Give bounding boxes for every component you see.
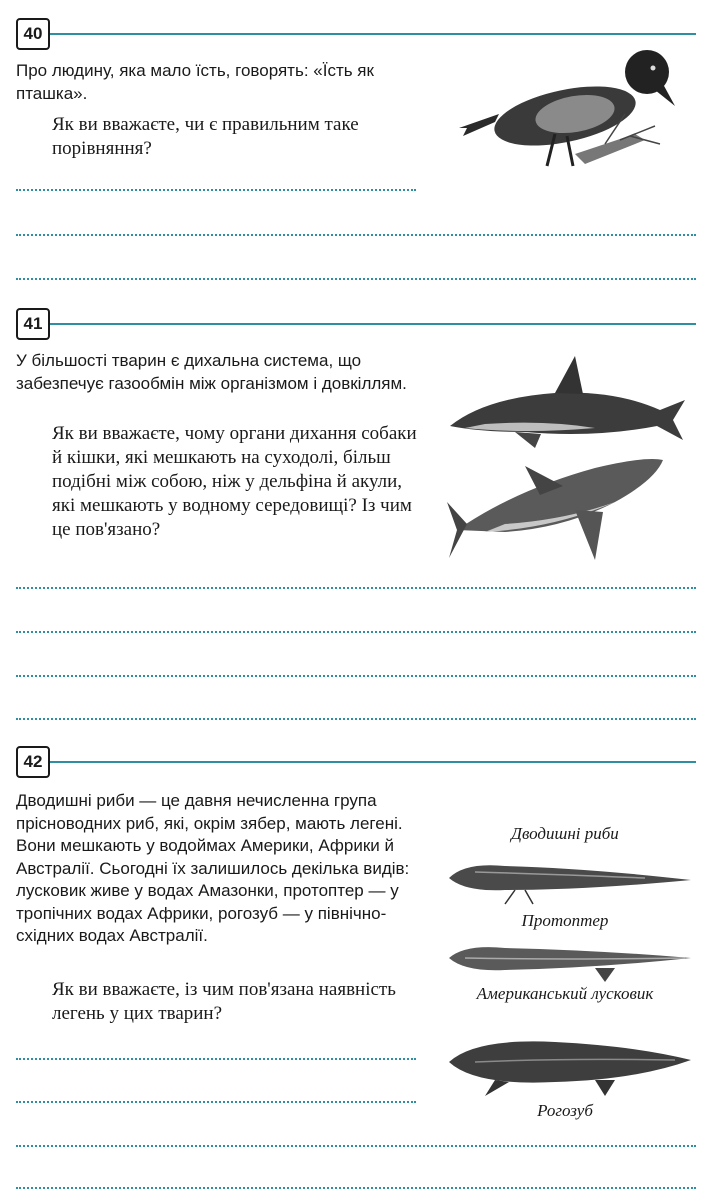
task-number: 41: [16, 308, 50, 340]
answer-line[interactable]: [16, 631, 696, 633]
caption-group: Дводишні риби: [511, 824, 619, 843]
answer-line[interactable]: [16, 234, 696, 236]
task-question: Як ви вважаєте, чому органи дихання собаки й кішки, які мешкають на суходолі, більш подібні між собою, ніж у дельфіна й акули, які мешкають у водному середовищі? Із чим це пов'язано?: [52, 423, 417, 540]
task-question: Як ви вважаєте, чи є правильним таке порівняння?: [52, 114, 359, 159]
task-question: Як ви вважаєте, із чим пов'язана наявність легень у цих тварин?: [52, 979, 396, 1024]
protopterus-illustration: [445, 850, 693, 905]
caption-fish2: Американський лусковик: [476, 984, 654, 1003]
dolphin-illustration: [445, 348, 690, 448]
caption-fish1: Протоптер: [521, 911, 609, 930]
answer-line[interactable]: [16, 587, 696, 589]
header-rule: [50, 33, 696, 35]
crow-illustration: [455, 44, 687, 184]
task-intro: У більшості тварин є дихальна система, що забезпечує газообмін між організмом і довкіллям.: [16, 351, 407, 393]
answer-line[interactable]: [16, 675, 696, 677]
answer-line[interactable]: [16, 718, 696, 720]
answer-line[interactable]: [16, 1058, 416, 1060]
task-intro: Дводишні риби — це давня нечисленна група прісноводних риб, які, окрім зябер, мають легені. Вони мешкають у водоймах Америки, Африки й Австралії. Сьогодні їх залишилось декілька видів: лусковик живе у водах Амазонки, протоптер — у тропічних водах Африки, рогозуб — у північно-східних водах Австралії.: [16, 791, 410, 945]
answer-line[interactable]: [16, 189, 416, 191]
answer-line[interactable]: [16, 1145, 696, 1147]
neoceratodus-illustration: [445, 1032, 693, 1097]
lepidosiren-illustration: [445, 938, 693, 983]
task-intro: Про людину, яка мало їсть, говорять: «Їсть як пташка».: [16, 61, 374, 103]
answer-line[interactable]: [16, 1187, 696, 1189]
header-rule: [50, 761, 696, 763]
section-41-header: [16, 308, 696, 344]
shark-illustration: [445, 450, 667, 565]
task-number: 40: [16, 18, 50, 50]
answer-line[interactable]: [16, 1101, 416, 1103]
caption-fish3: Рогозуб: [537, 1101, 593, 1120]
section-42-header: [16, 746, 696, 782]
task-number: 42: [16, 746, 50, 778]
answer-line[interactable]: [16, 278, 696, 280]
header-rule: [50, 323, 696, 325]
